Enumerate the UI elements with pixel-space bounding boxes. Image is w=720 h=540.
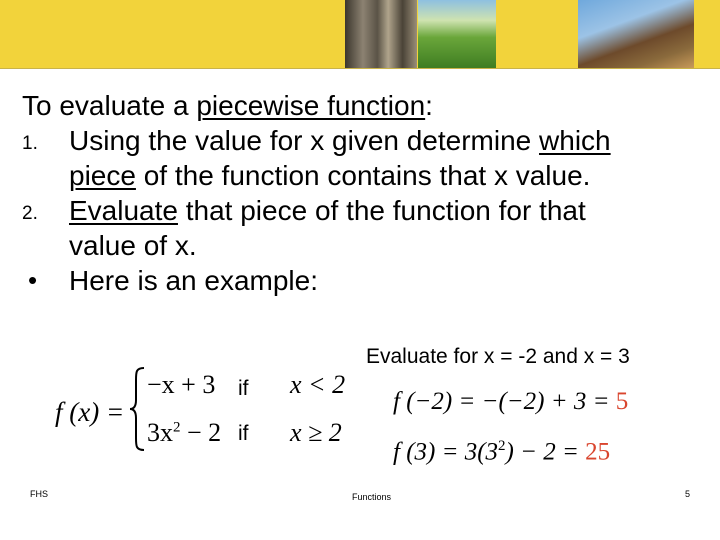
piece-2-expression xyxy=(147,418,221,448)
banner-photo-ruins xyxy=(345,0,417,68)
slide-body xyxy=(22,88,702,298)
heading-suffix: : xyxy=(425,90,433,121)
step-2-line-1 xyxy=(69,193,586,228)
piece-1-condition-text: x < 2 xyxy=(290,370,346,399)
slide-heading xyxy=(22,88,702,123)
bullet-text: Here is an example: xyxy=(69,265,319,296)
piece-1-expression xyxy=(147,370,215,400)
example-1-expression: f (−2) = −(−2) + 3 = xyxy=(393,388,616,415)
piece-2-exponent: 2 xyxy=(173,419,181,436)
piece-2-condition-text: x ≥ 2 xyxy=(290,418,342,447)
step-1-number: 1. xyxy=(22,133,38,154)
function-lhs xyxy=(55,397,124,428)
slide-number: 5 xyxy=(685,489,691,499)
heading-prefix: To evaluate a xyxy=(22,90,197,121)
piece-1-if: if xyxy=(238,377,249,400)
function-lhs-text: f (x) = xyxy=(55,397,125,427)
example-2-answer: 25 xyxy=(585,438,611,466)
bullet-item xyxy=(22,263,702,298)
step-2-text: that piece of the function for that xyxy=(177,195,586,226)
example-2-exponent: 2 xyxy=(498,438,506,454)
step-2-continued xyxy=(22,228,702,263)
example-2-expression-end: ) − 2 = xyxy=(505,438,586,466)
example-2-expression-start: f (3) = 3(3 xyxy=(393,438,499,466)
banner-photo-tree xyxy=(578,0,694,68)
footer-left-label: FHS xyxy=(30,489,48,499)
step-2-underlined-word: Evaluate xyxy=(69,195,178,226)
step-1-text: Using the value for x given determine xyxy=(69,125,540,156)
heading-text xyxy=(22,88,433,123)
step-1-line-2 xyxy=(69,158,590,193)
step-1 xyxy=(22,123,702,158)
heading-underlined-term: piecewise function xyxy=(196,90,426,121)
step-1-text-continued: of the function contains that x value. xyxy=(135,160,591,191)
example-1-answer: 5 xyxy=(615,388,629,415)
evaluate-instruction: Evaluate for x = -2 and x = 3 xyxy=(366,345,630,368)
step-1-continued xyxy=(22,158,702,193)
piece-2-condition xyxy=(290,418,342,448)
footer-title: Functions xyxy=(352,492,392,502)
step-2-number: 2. xyxy=(22,203,38,224)
left-brace-icon xyxy=(128,366,146,452)
header-banner xyxy=(0,0,720,68)
step-1-line-1 xyxy=(69,123,611,158)
example-1 xyxy=(393,388,628,416)
banner-divider xyxy=(0,68,720,69)
example-2 xyxy=(393,438,610,466)
piece-2-base: 3x xyxy=(147,418,173,447)
piece-2-if: if xyxy=(238,422,249,445)
step-1-underlined-piece: piece xyxy=(69,160,136,191)
step-2-line-2: value of x. xyxy=(69,230,197,261)
bullet-marker: • xyxy=(28,265,38,295)
step-1-underlined-word: which xyxy=(539,125,611,156)
piece-1-text: −x + 3 xyxy=(147,370,216,399)
piece-2-rest: − 2 xyxy=(180,418,222,447)
step-2 xyxy=(22,193,702,228)
piece-1-condition xyxy=(290,370,345,400)
banner-photo-field xyxy=(418,0,496,68)
